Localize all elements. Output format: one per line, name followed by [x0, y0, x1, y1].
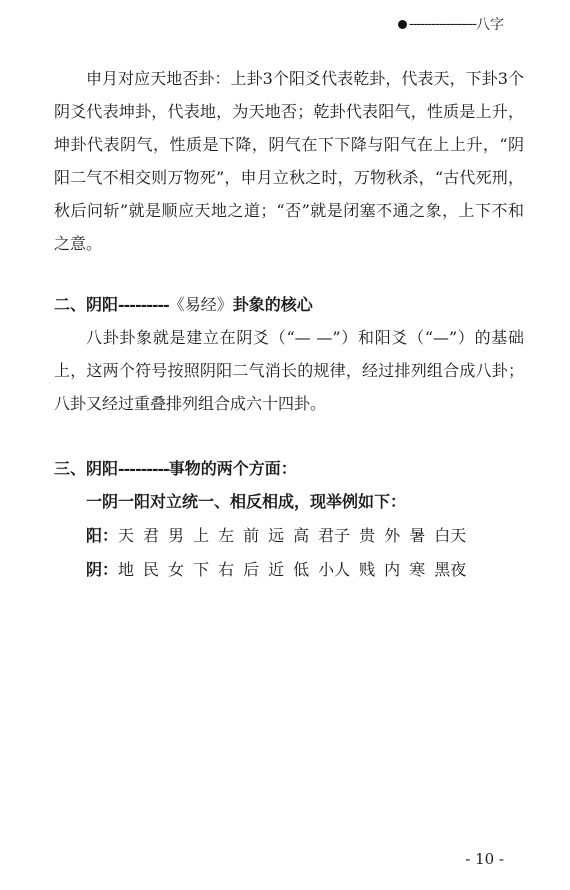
yin-word: 民: [143, 560, 160, 579]
yin-word: 寒: [409, 560, 426, 579]
yang-word: 高: [293, 526, 310, 545]
bullet-icon: [398, 20, 407, 29]
yin-word: 黑夜: [434, 560, 467, 579]
yin-word: 贱: [359, 560, 376, 579]
page-number: - 10 -: [465, 850, 504, 868]
yin-word: 下: [193, 560, 210, 579]
yin-words: [118, 560, 475, 579]
yin-label: 阴：: [86, 560, 119, 579]
page-content: [54, 62, 524, 587]
section-3-subheading: 一阴一阳对立统一、相反相成，现举例如下：: [86, 492, 407, 511]
section-2-dashes: ---------: [118, 295, 169, 314]
yang-word: 暑: [409, 526, 426, 545]
paragraph-shen-month: 申月对应天地否卦：上卦3个阳爻代表乾卦，代表天，下卦3个阴爻代表坤卦，代表地，为天地否；乾卦代表阳气，性质是上升，坤卦代表阴气，性质是下降，阴气在下下降与阳气在上上升，“阴阳二气不相交则万物死”，申月立秋之时，万物秋杀，“古代死刑，秋后问斩”就是顺应天地之道；“否”就是闭塞不通之象，上下不和之意。: [54, 69, 524, 253]
yang-word: 贵: [359, 526, 376, 545]
section-2-rest: 卦象的核心: [232, 295, 313, 314]
section-3-rest: 事物的两个方面：: [168, 459, 297, 478]
yin-word: 女: [168, 560, 185, 579]
yang-word: 远: [268, 526, 285, 545]
section-2-prefix: 二、阴阳: [54, 295, 119, 314]
yang-word: 天: [118, 526, 135, 545]
yang-word: 外: [384, 526, 401, 545]
yin-word: 后: [243, 560, 260, 579]
yin-word: 地: [118, 560, 135, 579]
header-dashes: ------------------: [408, 16, 476, 32]
yin-word: 近: [268, 560, 285, 579]
yin-word: 内: [384, 560, 401, 579]
header-title: 八字: [476, 17, 504, 33]
yang-word: 君: [143, 526, 160, 545]
yang-word: 白天: [434, 526, 467, 545]
yin-row: [54, 553, 524, 587]
yin-word: 右: [218, 560, 235, 579]
yang-word: 君子: [318, 526, 351, 545]
section-2-book: 《易经》: [168, 295, 233, 314]
section-3-dashes: ---------: [118, 459, 169, 478]
yin-word: 小人: [318, 560, 351, 579]
yang-row: [54, 519, 524, 553]
yang-word: 前: [243, 526, 260, 545]
yang-word: 左: [218, 526, 235, 545]
section-2-heading: [54, 288, 524, 321]
yang-word: 男: [168, 526, 185, 545]
section-3-heading: [54, 452, 524, 485]
page-header: [398, 14, 504, 34]
yang-word: 上: [193, 526, 210, 545]
yang-label: 阳：: [86, 526, 119, 545]
section-3-prefix: 三、阴阳: [54, 459, 119, 478]
paragraph-bagua: 八卦卦象就是建立在阴爻（“— —”）和阳爻（“—”）的基础上，这两个符号按照阴阳二气消长的规律，经过排列组合成八卦；八卦又经过重叠排列组合成六十四卦。: [54, 328, 524, 413]
yin-word: 低: [293, 560, 310, 579]
yang-words: [118, 526, 475, 545]
